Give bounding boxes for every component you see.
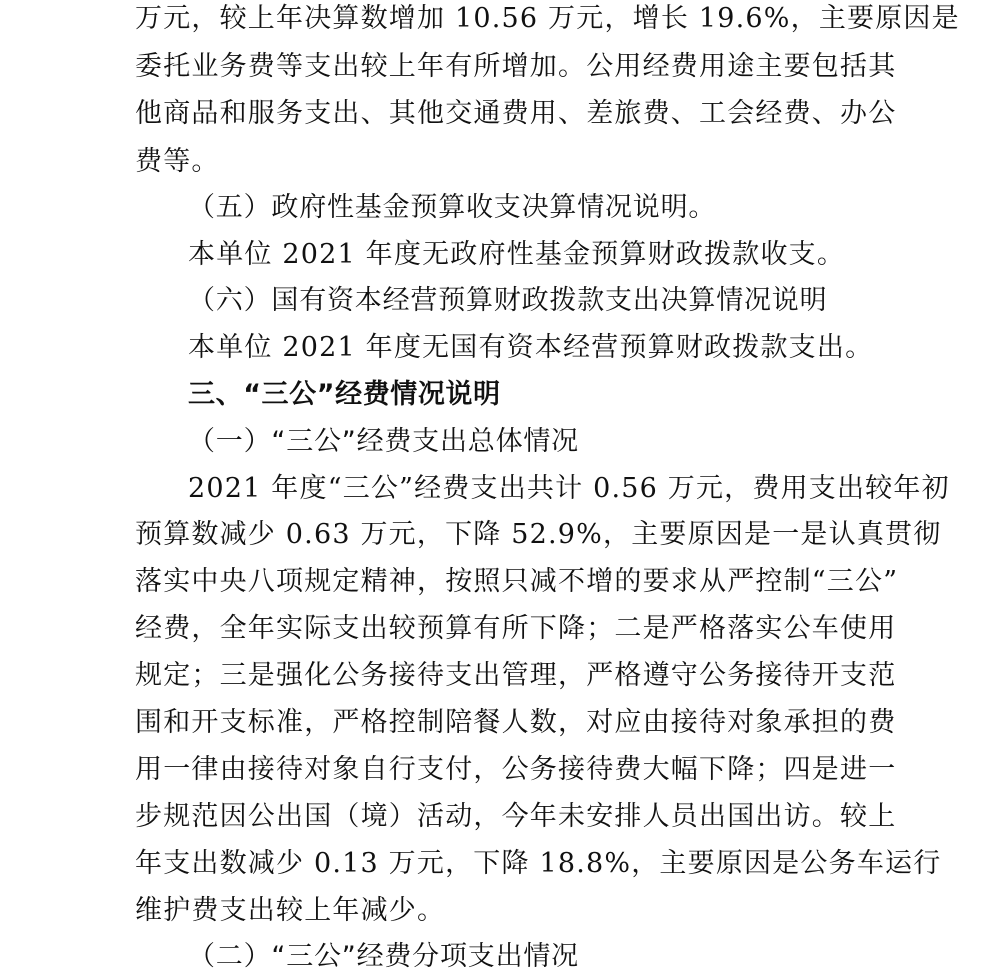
paragraph-line: 落实中央八项规定精神，按照只减不增的要求从严控制“三公” [135,566,899,597]
paragraph-line: 万元，较上年决算数增加 10.56 万元，增长 19.6%，主要原因是 [135,3,960,34]
paragraph-line: 规定；三是强化公务接待支出管理，严格遵守公务接待开支范 [135,660,897,691]
paragraph-line: 2021 年度“三公”经费支出共计 0.56 万元，费用支出较年初 [188,473,950,504]
section-heading-5: （五）政府性基金预算收支决算情况说明。 [188,192,717,223]
subsection-heading-2: （二）“三公”经费分项支出情况 [188,941,579,972]
paragraph-line: 维护费支出较上年减少。 [135,895,446,926]
paragraph-line: 经费，全年实际支出较预算有所下降；二是严格落实公车使用 [135,613,897,644]
paragraph-line: 预算数减少 0.63 万元，下降 52.9%，主要原因是一是认真贯彻 [135,519,942,550]
section-body-6: 本单位 2021 年度无国有资本经营预算财政拨款支出。 [188,332,874,363]
paragraph-line: 年支出数减少 0.13 万元，下降 18.8%，主要原因是公务车运行 [135,848,942,879]
section-heading-6: （六）国有资本经营预算财政拨款支出决算情况说明 [188,285,828,316]
section-body-5: 本单位 2021 年度无政府性基金预算财政拨款收支。 [188,239,846,270]
paragraph-line: 步规范因公出国（境）活动，今年未安排人员出国出访。较上 [135,801,897,832]
paragraph-line: 委托业务费等支出较上年有所增加。公用经费用途主要包括其 [135,51,897,82]
paragraph-line: 围和开支标准，严格控制陪餐人数，对应由接待对象承担的费 [135,707,897,738]
paragraph-line: 费等。 [135,146,220,177]
subsection-heading-1: （一）“三公”经费支出总体情况 [188,426,579,457]
paragraph-line: 用一律由接待对象自行支付，公务接待费大幅下降；四是进一 [135,754,897,785]
paragraph-line: 他商品和服务支出、其他交通费用、差旅费、工会经费、办公 [135,98,897,129]
part-heading-3: 三、“三公”经费情况说明 [188,379,501,410]
